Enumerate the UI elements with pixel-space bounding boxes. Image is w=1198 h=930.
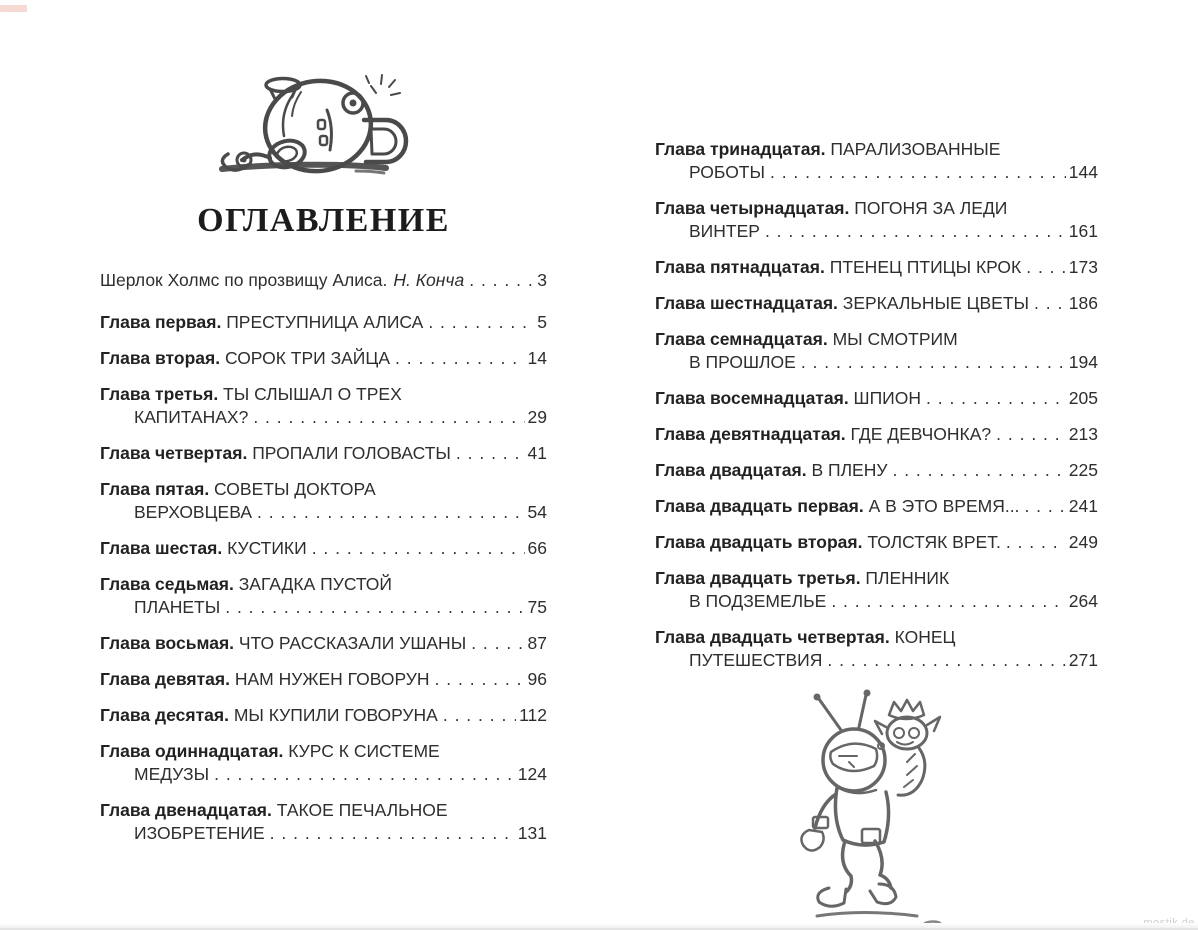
chapter-label: Глава девятая. xyxy=(100,669,230,689)
page-number: 96 xyxy=(527,669,547,689)
dot-leader xyxy=(312,537,525,560)
toc-entry xyxy=(655,256,1098,279)
intro-author: Н. Конча xyxy=(393,270,465,290)
dot-leader xyxy=(1034,292,1066,315)
chapter-title: ПЛЕННИК xyxy=(860,568,950,588)
dot-leader xyxy=(395,347,525,370)
chapter-title: ПРЕСТУПНИЦА АЛИСА xyxy=(221,312,424,332)
toc-right-column xyxy=(655,109,1098,926)
chapter-title-continued: ИЗОБРЕТЕНИЕ xyxy=(134,823,265,843)
page-title: ОГЛАВЛЕНИЕ xyxy=(197,202,450,239)
chapter-title: КОНЕЦ xyxy=(889,627,956,647)
toc-entry xyxy=(655,531,1098,554)
chapter-label: Глава десятая. xyxy=(100,705,229,725)
chapter-title: А В ЭТО ВРЕМЯ... xyxy=(863,496,1020,516)
chapter-label: Глава тринадцатая. xyxy=(655,139,826,159)
toc-entry xyxy=(100,347,547,370)
dot-leader xyxy=(996,423,1066,446)
page-number: 205 xyxy=(1068,388,1098,408)
page-number: 3 xyxy=(537,270,547,290)
page-number: 194 xyxy=(1068,352,1098,372)
toc-entry xyxy=(100,383,547,429)
toc-entry xyxy=(100,442,547,465)
toc-intro-entry xyxy=(100,269,547,292)
intro-text: Шерлок Холмс по прозвищу Алиса. xyxy=(100,270,388,290)
scan-bottom-edge xyxy=(0,923,1198,930)
page-number: 54 xyxy=(527,502,547,522)
chapter-label: Глава двадцать третья. xyxy=(655,568,861,588)
page-number: 161 xyxy=(1068,221,1098,241)
dot-leader xyxy=(471,632,524,655)
chapter-label: Глава седьмая. xyxy=(100,574,234,594)
chapter-label: Глава пятнадцатая. xyxy=(655,257,825,277)
chapter-label: Глава восемнадцатая. xyxy=(655,388,849,408)
dot-leader xyxy=(1024,495,1065,518)
dot-leader xyxy=(428,311,534,334)
dot-leader xyxy=(456,442,525,465)
toc-entry xyxy=(655,328,1098,374)
dot-leader xyxy=(443,704,516,727)
chapter-title-continued: РОБОТЫ xyxy=(689,162,765,182)
dot-leader xyxy=(827,649,1065,672)
page-number: 225 xyxy=(1068,460,1098,480)
toc-entries-right xyxy=(655,138,1098,672)
dot-leader xyxy=(770,161,1066,184)
dot-leader xyxy=(253,406,524,429)
chapter-title: ЧТО РАССКАЗАЛИ УШАНЫ xyxy=(234,633,467,653)
dot-leader xyxy=(435,668,525,691)
dot-leader xyxy=(801,351,1066,374)
dot-leader xyxy=(1006,531,1066,554)
toc-entry xyxy=(655,138,1098,184)
scan-artifact-mark xyxy=(0,5,27,12)
page-number: 112 xyxy=(519,705,547,725)
page-number: 241 xyxy=(1068,496,1098,516)
toc-entry xyxy=(655,567,1098,613)
page-number: 87 xyxy=(527,633,547,653)
page-number: 29 xyxy=(527,407,547,427)
toc-entry xyxy=(655,495,1098,518)
page-number: 66 xyxy=(527,538,547,558)
toc-entry xyxy=(100,668,547,691)
toc-entry xyxy=(655,197,1098,243)
chapter-title-continued: В ПРОШЛОЕ xyxy=(689,352,796,372)
chapter-title: ПАРАЛИЗОВАННЫЕ xyxy=(825,139,1001,159)
page-number: 14 xyxy=(527,348,547,368)
astronaut-illustration xyxy=(655,688,1098,926)
chapter-title: МЫ СМОТРИМ xyxy=(827,329,958,349)
chapter-title-continued: МЕДУЗЫ xyxy=(134,764,210,784)
chapter-label: Глава пятая. xyxy=(100,479,210,499)
page-number: 131 xyxy=(517,823,547,843)
chapter-label: Глава двенадцатая. xyxy=(100,800,272,820)
page-number: 213 xyxy=(1068,424,1098,444)
page-number: 264 xyxy=(1068,591,1098,611)
toc-entry xyxy=(655,292,1098,315)
chapter-title: МЫ КУПИЛИ ГОВОРУНА xyxy=(228,705,438,725)
chapter-title: ТЫ СЛЫШАЛ О ТРЕХ xyxy=(218,384,402,404)
dot-leader xyxy=(225,596,524,619)
chapter-label: Глава одиннадцатая. xyxy=(100,741,284,761)
dot-leader xyxy=(469,269,534,292)
chapter-title: ПРОПАЛИ ГОЛОВАСТЫ xyxy=(247,443,451,463)
chapter-label: Глава девятнадцатая. xyxy=(655,424,846,444)
chapter-title-continued: ВИНТЕР xyxy=(689,221,760,241)
chapter-title: ЗЕРКАЛЬНЫЕ ЦВЕТЫ xyxy=(837,293,1030,313)
chapter-title-continued: ВЕРХОВЦЕВА xyxy=(134,502,252,522)
toc-entry xyxy=(655,387,1098,410)
chapter-label: Глава первая. xyxy=(100,312,222,332)
chapter-label: Глава шестнадцатая. xyxy=(655,293,838,313)
chapter-title: ШПИОН xyxy=(848,388,921,408)
chapter-label: Глава семнадцатая. xyxy=(655,329,828,349)
chapter-title: ЗАГАДКА ПУСТОЙ xyxy=(233,574,392,594)
chapter-title: В ПЛЕНУ xyxy=(806,460,888,480)
toc-entry xyxy=(100,704,547,727)
chapter-label: Глава двадцать четвертая. xyxy=(655,627,890,647)
toc-entry xyxy=(655,423,1098,446)
chapter-label: Глава двадцать первая. xyxy=(655,496,864,516)
chapter-title: ГДЕ ДЕВЧОНКА? xyxy=(845,424,992,444)
chapter-title: СОРОК ТРИ ЗАЙЦА xyxy=(220,348,391,368)
chapter-label: Глава шестая. xyxy=(100,538,223,558)
toc-entry xyxy=(100,573,547,619)
page-number: 75 xyxy=(527,597,547,617)
toc-entry xyxy=(100,799,547,845)
page-number: 271 xyxy=(1068,650,1098,670)
chapter-title: КУСТИКИ xyxy=(222,538,307,558)
chapter-label: Глава восьмая. xyxy=(100,633,235,653)
chapter-title-continued: В ПОДЗЕМЕЛЬЕ xyxy=(689,591,827,611)
page-number: 5 xyxy=(537,312,547,332)
page-number: 144 xyxy=(1068,162,1098,182)
toc-entry xyxy=(100,740,547,786)
dot-leader xyxy=(892,459,1065,482)
chapter-title: ПТЕНЕЦ ПТИЦЫ КРОК xyxy=(824,257,1022,277)
dot-leader xyxy=(765,220,1066,243)
toc-entry xyxy=(655,626,1098,672)
chapter-title: ТАКОЕ ПЕЧАЛЬНОЕ xyxy=(271,800,448,820)
dot-leader xyxy=(270,822,515,845)
chapter-title: ПОГОНЯ ЗА ЛЕДИ xyxy=(849,198,1008,218)
page-number: 249 xyxy=(1068,532,1098,552)
toc-entries-left xyxy=(100,269,547,845)
chapter-title-continued: ПУТЕШЕСТВИЯ xyxy=(689,650,823,670)
chapter-title: НАМ НУЖЕН ГОВОРУН xyxy=(229,669,430,689)
dot-leader xyxy=(831,590,1065,613)
chapter-label: Глава четырнадцатая. xyxy=(655,198,850,218)
chapter-title-continued: ПЛАНЕТЫ xyxy=(134,597,221,617)
chapter-label: Глава двадцать вторая. xyxy=(655,532,863,552)
dot-leader xyxy=(257,501,525,524)
toc-entry xyxy=(100,478,547,524)
chapter-title: КУРС К СИСТЕМЕ xyxy=(283,741,440,761)
chapter-title: ТОЛСТЯК ВРЕТ. xyxy=(862,532,1001,552)
chapter-label: Глава третья. xyxy=(100,384,219,404)
toc-entry xyxy=(100,632,547,655)
chapter-label: Глава четвертая. xyxy=(100,443,248,463)
chapter-label: Глава вторая. xyxy=(100,348,221,368)
page-number: 41 xyxy=(527,443,547,463)
toc-entry xyxy=(655,459,1098,482)
toc-left-column xyxy=(100,0,547,858)
chapter-label: Глава двадцатая. xyxy=(655,460,807,480)
chapter-title: СОВЕТЫ ДОКТОРА xyxy=(209,479,376,499)
dot-leader xyxy=(926,387,1066,410)
toc-entry xyxy=(100,537,547,560)
page-number: 173 xyxy=(1068,257,1098,277)
page-number: 186 xyxy=(1068,293,1098,313)
toc-entry xyxy=(100,311,547,334)
dot-leader xyxy=(1026,256,1066,279)
dot-leader xyxy=(214,763,515,786)
helmet-illustration xyxy=(100,70,547,176)
chapter-title-continued: КАПИТАНАХ? xyxy=(134,407,249,427)
page-number: 124 xyxy=(517,764,547,784)
